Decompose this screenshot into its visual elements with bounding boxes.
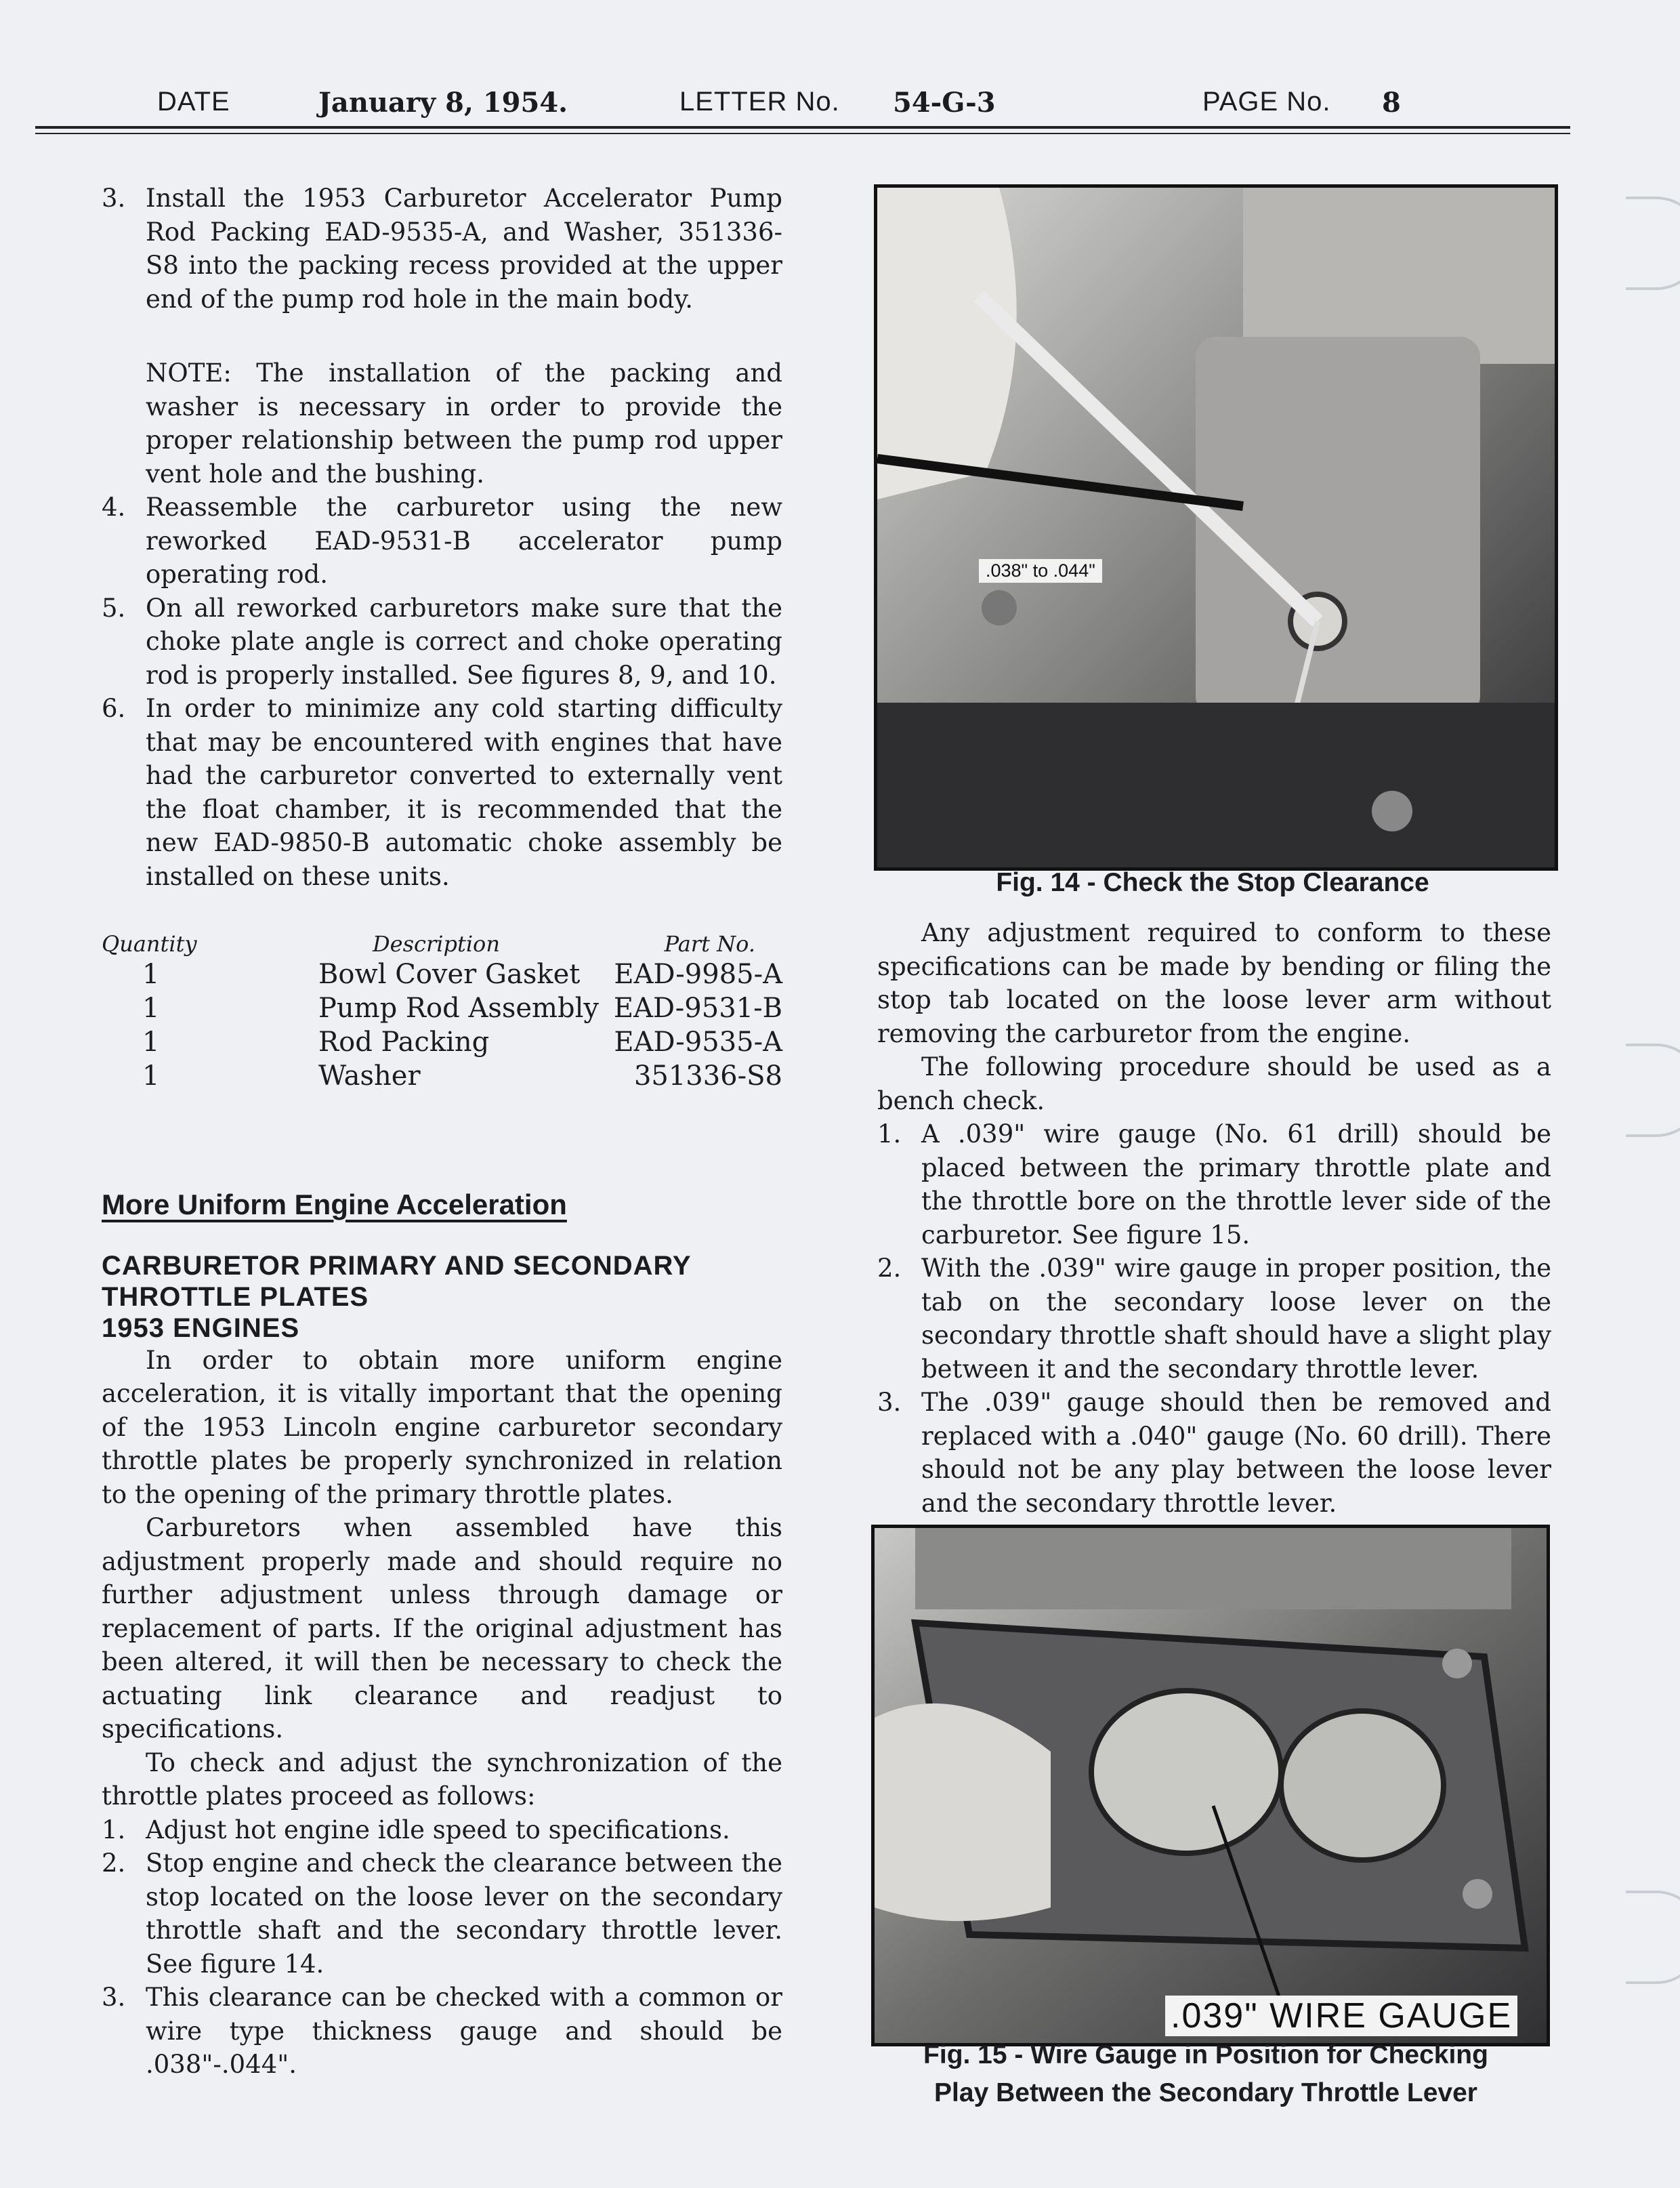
figure-15-photo bbox=[871, 1525, 1550, 2046]
subheading: CARBURETOR PRIMARY AND SECONDARY THROTTLE PLATES 1953 ENGINES bbox=[102, 1250, 692, 1343]
body-paragraph: Carburetors when assembled have this adjustment properly made and should require no further adjustment unless through damage or replacement of parts. If the original adjustment has been altered, it will then be necessary to check the actuating link clearance and readjust to specifications. bbox=[102, 1513, 782, 1743]
binder-hole-top bbox=[1626, 197, 1680, 290]
header-rule bbox=[35, 126, 1570, 129]
column-header: Part No. bbox=[664, 931, 755, 957]
parts-table bbox=[102, 930, 782, 1093]
list-item: 6. In order to minimize any cold starting difficulty that may be encountered with engines that have had the carburetor converted to externally vent the float chamber, it is recommended that the new EAD-9850-B automatic choke assembly be installed on these units. bbox=[102, 694, 782, 891]
carburetor-photo bbox=[877, 188, 1555, 867]
body-paragraph: Any adjustment required to conform to these specifications can be made by bending or filing the stop tab located on the loose lever arm without removing the carburetor from the engine. bbox=[877, 918, 1551, 1048]
table-row: 1 Bowl Cover Gasket EAD-9985-A bbox=[142, 959, 782, 990]
throttle-body-photo bbox=[875, 1528, 1547, 2043]
page-value: 8 bbox=[1382, 87, 1401, 119]
list-item: 2. Stop engine and check the clearance between the stop located on the loose lever on the secondary throttle shaft and the secondary throttle lever. See figure 14. bbox=[102, 1849, 782, 1979]
figure-14-caption: Fig. 14 - Check the Stop Clearance bbox=[996, 868, 1429, 897]
body-paragraph: In order to obtain more uniform engine acceleration, it is vitally important that the opening of the 1953 Lincoln engine carburetor secondary throttle plates be properly synchronized in relation to the opening of the primary throttle plates. bbox=[102, 1345, 782, 1509]
list-item: 4. Reassemble the carburetor using the new reworked EAD-9531-B accelerator pump operating rod. bbox=[102, 493, 782, 589]
letter-label: LETTER No. bbox=[679, 87, 840, 117]
note-paragraph: NOTE: The installation of the packing and washer is necessary in order to provide the proper relationship between the pump rod upper vent hole and the bushing. bbox=[146, 358, 782, 489]
table-row: 1 Rod Packing EAD-9535-A bbox=[142, 1027, 782, 1058]
figure-15-caption: Fig. 15 - Wire Gauge in Position for Checking Play Between the Secondary Throttle Lever bbox=[923, 2040, 1488, 2107]
list-item: 5. On all reworked carburetors make sure that the choke plate angle is correct and choke operating rod is properly installed. See figures 8, 9, and 10. bbox=[102, 593, 782, 690]
list-item: 2. With the .039" wire gauge in proper position, the tab on the secondary loose lever on the secondary throttle shaft should have a slight play between it and the secondary throttle lever. bbox=[877, 1254, 1551, 1384]
list-item: 1. A .039" wire gauge (No. 61 drill) should be placed between the primary throttle plate and the throttle bore on the throttle lever side of the carburetor. See figure 15. bbox=[877, 1119, 1551, 1250]
list-item: 3. Install the 1953 Carburetor Accelerator Pump Rod Packing EAD-9535-A, and Washer, 351336-S8 into the packing recess provided at the upper end of the pump rod hole in the main body. bbox=[102, 184, 782, 314]
list-item: 3. The .039" gauge should then be removed and replaced with a .040" gauge (No. 60 drill). There should not be any play between the loose lever and the secondary throttle lever. bbox=[877, 1388, 1551, 1518]
date-value: January 8, 1954. bbox=[318, 87, 568, 119]
section-title: More Uniform Engine Acceleration bbox=[102, 1189, 567, 1220]
table-header-row bbox=[102, 930, 782, 957]
binder-hole-middle bbox=[1626, 1044, 1680, 1137]
date-label: DATE bbox=[157, 87, 230, 117]
letter-value: 54-G-3 bbox=[893, 87, 996, 119]
figure-14-photo bbox=[874, 184, 1558, 871]
right-column bbox=[877, 916, 1551, 1520]
list-item: 1. Adjust hot engine idle speed to specifications. bbox=[102, 1815, 730, 1844]
page-label: PAGE No. bbox=[1202, 87, 1331, 117]
left-column bbox=[102, 182, 782, 2082]
body-paragraph: To check and adjust the synchronization of the throttle plates proceed as follows: bbox=[102, 1748, 782, 1811]
body-paragraph: The following procedure should be used as a bench check. bbox=[877, 1052, 1551, 1115]
binder-hole-bottom bbox=[1626, 1891, 1680, 1984]
column-header: Quantity bbox=[102, 931, 197, 957]
list-item: 3. This clearance can be checked with a common or wire type thickness gauge and should be .038"-.044". bbox=[102, 1983, 782, 2079]
table-row: 1 Pump Rod Assembly EAD-9531-B bbox=[142, 993, 782, 1024]
wire-gauge-label: .039" WIRE GAUGE bbox=[1165, 1996, 1517, 2036]
column-header: Description bbox=[373, 931, 500, 957]
header-rule-thin bbox=[35, 133, 1570, 134]
table-row: 1 Washer 351336-S8 bbox=[142, 1060, 782, 1092]
clearance-label: .038" to .044" bbox=[979, 559, 1102, 583]
